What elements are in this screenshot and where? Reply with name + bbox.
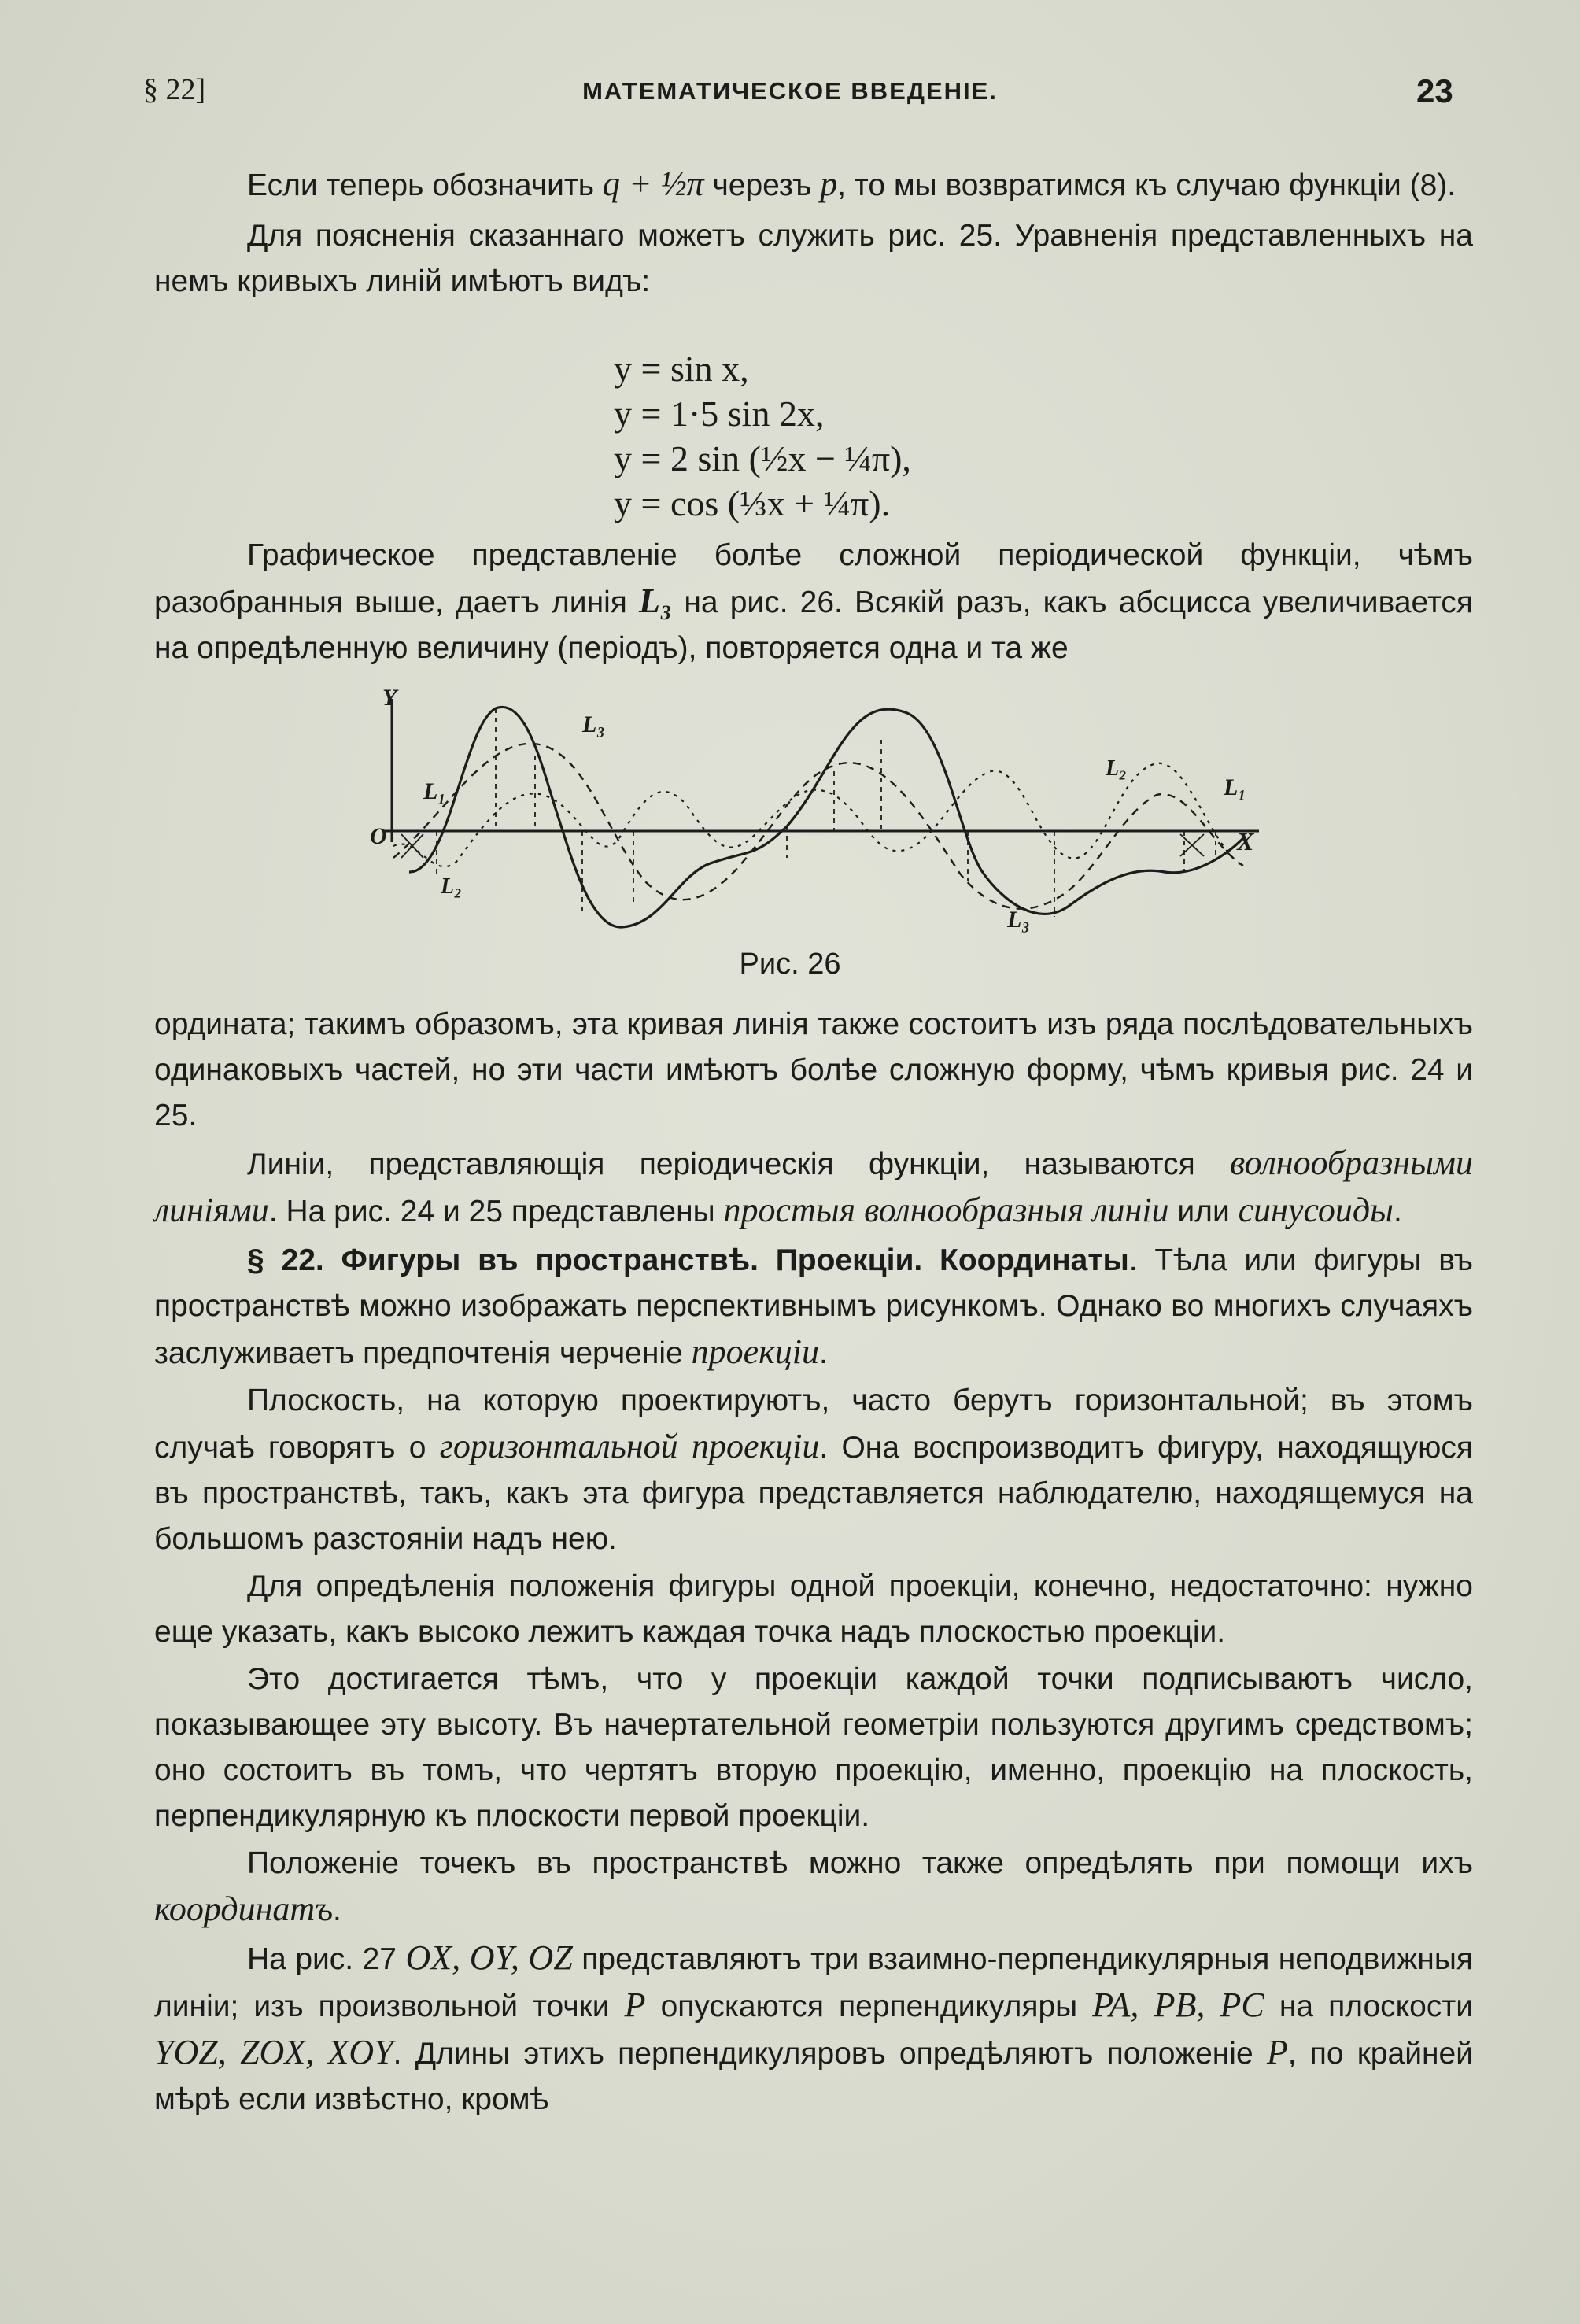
text-block-middle [154, 533, 1473, 671]
formula-q-plus-half-pi: q + ½π [602, 164, 704, 203]
italic-term: волнообразными линіями [154, 1144, 1473, 1229]
section-marker: § 22] [143, 73, 206, 106]
paragraph-8: Для опредѣленія положенія фигуры одной проекціи, конечно, недостаточно: нужно еще указать, какъ высоко лежитъ каждая точка надъ плоскостью проекціи. [154, 1569, 1473, 1649]
paragraph-9: Это достигается тѣмъ, что у проекціи каждой точки подписываютъ число, показывающее эту высоту. Въ начертательной геометріи пользуются другимъ средствомъ; оно состоитъ въ томъ, что чертятъ вторую проекцію, именно, проекцію на плоскость, перпендикулярную къ плоскости первой проекціи. [154, 1662, 1473, 1833]
label-L2-right: L₂ [1106, 756, 1127, 781]
equation: y = 1·5 sin 2x, [614, 393, 825, 434]
italic-term: проекціи [691, 1332, 819, 1371]
paragraph-1: Если теперь обозначить q + ½π черезъ p, то мы возвратимся къ случаю функціи (8). [247, 164, 1456, 203]
label-L2-left: L₂ [441, 874, 462, 899]
paragraph-10: Положеніе точекъ въ пространствѣ можно также опредѣлять при помощи ихъ координатъ. [154, 1846, 1473, 1928]
figure-caption: Рис. 26 [739, 948, 841, 981]
paragraph-3: Графическое представленіе болѣе сложной періодической функціи, чѣмъ разобранныя выше, даетъ линія L₃ на рис. 26. Всякій разъ, какъ абсцисса увеличивается на опредѣленную величину (періодъ), повторяется одна и та же [154, 538, 1473, 665]
equation: y = sin x, [614, 349, 749, 389]
equation-list [614, 346, 911, 526]
paragraph-11: На рис. 27 OX, OY, OZ представляютъ три взаимно-перпендикулярныя неподвижныя линіи; изъ произвольной точки P опускаются перпендикуляры PA, PB, PC на плоскости YOZ, ZOX, XOY. Длины этихъ перпендикуляровъ опредѣляютъ положеніе P, по крайней мѣрѣ если извѣстно, кромѣ [154, 1938, 1473, 2116]
axis-y-label: Y [382, 685, 397, 711]
paragraph-5: Линіи, представляющія періодическія функціи, называются волнообразными линіями. На рис. 24 и 25 представлены простыя волнообразныя линіи или синусоиды. [154, 1144, 1473, 1229]
text-block-top [154, 161, 1473, 305]
paragraph-4: ордината; такимъ образомъ, эта кривая линія также состоитъ изъ ряда послѣдовательныхъ одинаковыхъ частей, но эти части имѣютъ болѣе сложную форму, чѣмъ кривыя рис. 24 и 25. [154, 1007, 1473, 1132]
page-number: 23 [1416, 72, 1453, 109]
math-symbols: P [624, 1986, 646, 2024]
italic-term: горизонтальной проекціи [439, 1427, 820, 1465]
running-head [0, 72, 1580, 120]
paragraph-2: Для поясненія сказаннаго можетъ служить рис. 25. Уравненія представленныхъ на немъ кривыхъ линій имѣютъ видъ: [154, 219, 1473, 298]
waveform-figure [362, 677, 1275, 944]
axis-x-label: X [1237, 827, 1254, 855]
equation: y = 2 sin (½x − ¼π), [614, 438, 911, 478]
label-L1-left: L₁ [423, 778, 446, 804]
equation: y = cos (⅓x + ¼π). [614, 483, 891, 523]
variable-p: p [820, 164, 838, 203]
italic-term: простыя волнообразныя линіи [723, 1191, 1169, 1229]
math-symbols: YOZ, ZOX, XOY [154, 2033, 393, 2071]
symbol-L3: L₃ [639, 582, 673, 620]
curve-L3 [409, 707, 1243, 927]
origin-label: O [370, 823, 387, 849]
math-symbols: P [1266, 2033, 1288, 2071]
label-L3-bottom: L₃ [1007, 907, 1030, 933]
cross-marks [401, 834, 1204, 858]
section-heading: § 22. Фигуры въ пространствѣ. Проекціи. Координаты [247, 1243, 1129, 1277]
text-block-bottom [154, 1002, 1473, 2123]
paragraph-7: Плоскость, на которую проектируютъ, часто берутъ горизонтальной; въ этомъ случаѣ говорятъ о горизонтальной проекціи. Она воспроизводитъ фигуру, находящуюся въ пространствѣ, такъ, какъ эта фигура представляется наблюдателю, находящемуся на большомъ разстояніи надъ нею. [154, 1384, 1474, 1556]
label-L1-right: L₁ [1224, 774, 1246, 800]
paragraph-6: § 22. Фигуры въ пространствѣ. Проекціи. Координаты. Тѣла или фигуры въ пространствѣ можно изображать перспективнымъ рисункомъ. Однако во многихъ случаяхъ заслуживаетъ предпочтенія черченіе проекціи. [154, 1243, 1473, 1371]
math-symbols: OX, OY, OZ [405, 1938, 573, 1977]
math-symbols: PA, PB, PC [1092, 1986, 1264, 2024]
page-title: МАТЕМАТИЧЕСКОЕ ВВЕДЕНІЕ. [582, 77, 998, 105]
label-L3-top: L₃ [582, 711, 605, 737]
figure-26 [362, 677, 1275, 944]
italic-term: координатъ [154, 1890, 334, 1928]
italic-term: синусоиды [1238, 1191, 1394, 1229]
